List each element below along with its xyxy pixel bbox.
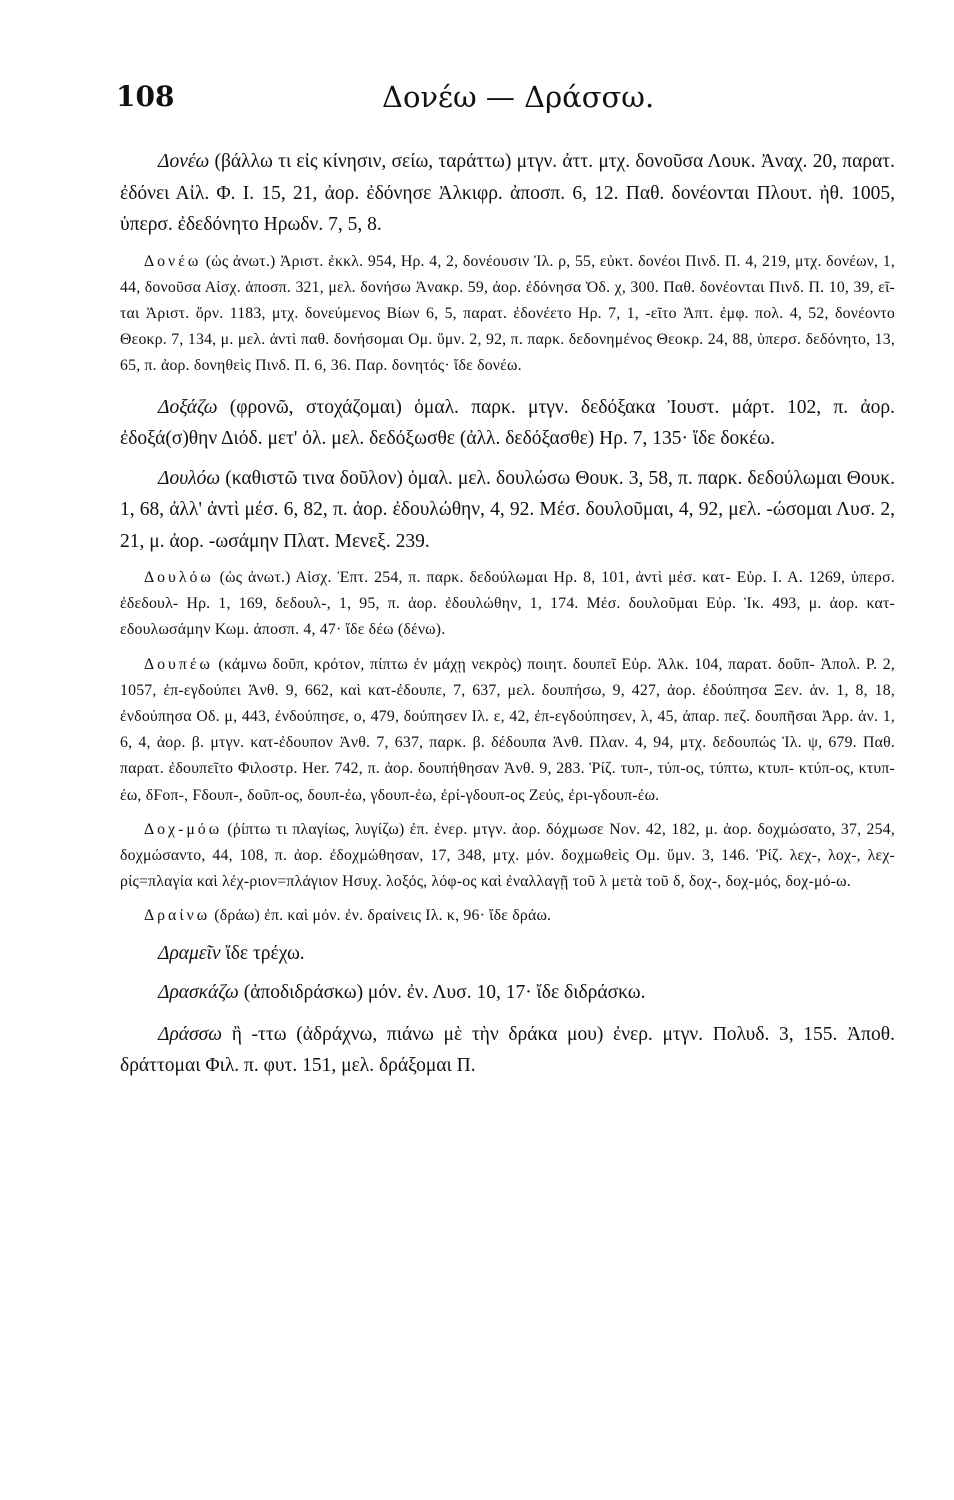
entry-lemma: Δονέω: [158, 151, 210, 172]
entry-text: (δράω) ἐπ. καὶ μόν. ἐν. δραίνεις Ιλ. κ, 96· ἴδε δράω.: [210, 907, 552, 925]
dictionary-page: [116, 72, 895, 1472]
entry-draino: [120, 903, 895, 929]
entry-drasso: [120, 1019, 895, 1082]
page-number: 108: [116, 80, 175, 113]
entry-lemma: Δουλόω: [158, 467, 221, 489]
entry-text: (ὡς ἀνωτ.) Αἰσχ. Ἑπτ. 254, π. παρκ. δεδούλωμαι Ηρ. 8, 101, ἀντὶ μέσ. κατ- Εὐρ. Ι. Α. 1269, ὑπερσ. ἐδεδουλ- Ηρ. 1, 169, δεδουλ-, 1, 95, π. ἀορ. ἐδουλώθην, 1, 174. Μέσ. δουλοῦμαι Εὐρ. Ἱκ. 493, μ. ἀορ. κατ-εδουλωσάμην Κωμ. ἀποσπ. 4, 47· ἴδε δέω (δένω).: [120, 569, 895, 639]
entry-doxazo: [120, 392, 895, 455]
entry-dramein: [120, 938, 895, 970]
entry-text: ἢ -ττω (ἀδράχνω, πιάνω μὲ τὴν δράκα μου) ἐνερ. μτγν. Πολυδ. 3, 155. Ἀποθ. δράττομαι Φιλ. π. φυτ. 151, μελ. δράξομαι Π.: [120, 1023, 895, 1077]
entry-lemma: Δοχ-μόω: [144, 820, 223, 838]
entry-doneo: [120, 146, 895, 241]
entry-text: (φρονῶ, στοχάζομαι) ὁμαλ. παρκ. μτγν. δεδόξακα Ἰουστ. μάρτ. 102, π. ἀορ. ἐδοξά(σ)θην Διόδ. μετ' ὀλ. μελ. δεδόξωσθε (ἀλλ. δεδόξασθε) Ηρ. 7, 135· ἴδε δοκέω.: [120, 396, 895, 450]
entry-lemma: Δουπέω: [144, 655, 213, 673]
entry-lemma: Δουλόω: [144, 569, 214, 587]
entry-douloo: [120, 463, 895, 558]
entry-dochmoo: [120, 817, 895, 896]
entry-lemma: Δονέω: [144, 252, 202, 270]
entry-lemma: Δρασκάζω: [158, 982, 239, 1004]
entry-draskazo: [120, 977, 895, 1009]
entry-text: (ὡς ἀνωτ.) Ἀριστ. ἐκκλ. 954, Ηρ. 4, 2, δονέουσιν Ἰλ. ρ, 55, εὐκτ. δονέοι Πινδ. Π. 4, 219, μτχ. δονέων, 1, 44, δονοῦσα Αἰσχ. ἀποσπ. 321, μελ. δονήσω Ἀνακρ. 59, ἀορ. ἐδόνησα Ὀδ. χ, 300. Παθ. δονέονται Πινδ. Π. 10, 39, εῖ-ται Ἀριστ. ὄρν. 1183, μτχ. δονεύμενος Βίων 6, 5, παρατ. ἐδονέετο Ηρ. 7, 1, -εῖτο Ἀπτ. ἐμφ. πολ. 4, 52, δονέοντο Θεοκρ. 7, 134, μ. μελ. ἀντὶ παθ. δονήσομαι Ομ. ὕμν. 2, 92, π. παρκ. δεδονημένος Θεοκρ. 24, 88, ὑπερσ. δεδόνητο, 13, 65, π. ἀορ. δονηθεὶς Πινδ. Π. 6, 36. Παρ. δονητός· ἴδε δονέω.: [120, 252, 895, 375]
entry-text: (ῥίπτω τι πλαγίως, λυγίζω) ἐπ. ἐνερ. μτγν. ἀορ. δόχμωσε Νον. 42, 182, μ. ἀορ. δοχμώσατο, 37, 254, δοχμώσαντο, 44, 108, π. ἀορ. ἐδοχμώθησαν, 17, 348, μτχ. μόν. δοχμωθεὶς Ομ. ὕμν. 3, 146. Ῥίζ. λεχ-, λοχ-, λεχ-ρίς=πλαγία καὶ λέχ-ριον=πλάγιον Ησυχ. λοξός, λόφ-ος καὶ ἐναλλαγῇ τοῦ λ μετὰ τοῦ δ, δοχ-, δοχ-μός, δοχ-μό-ω.: [120, 820, 895, 891]
page-header: [116, 72, 895, 124]
entry-text: ἴδε τρέχω.: [220, 942, 305, 964]
entry-doneo-poetic: [120, 249, 895, 380]
entry-lemma: Δράσσω: [158, 1023, 223, 1045]
entry-text: (ἀποδιδράσκω) μόν. ἐν. Λυσ. 10, 17· ἴδε διδράσκω.: [238, 982, 646, 1004]
entry-text: (κάμνω δοῦπ, κρότον, πίπτω ἐν μάχῃ νεκρὸς) ποιητ. δουπεῖ Εὐρ. Ἀλκ. 104, παρατ. δοῦπ- Ἀπολ. Ρ. 2, 1057, ἐπ-εγδούπει Ἀνθ. 9, 662, καὶ κατ-ἐδουπε, 7, 637, μελ. δουπήσω, 9, 427, ἀορ. ἐδούπησα Ξεν. ἀν. 1, 8, 18, ἐνδούπησα Οδ. μ, 443, ἐνδούπησε, ο, 479, δούπησεν Ιλ. ε, 42, ἐπ-εγδούπησεν, λ, 45, ἀπαρ. πεζ. δουπῆσαι Ἀρρ. ἀν. 1, 6, 4, ἀορ. β. μτγν. κατ-ἐδουπον Ἀνθ. 7, 637, παρκ. β. δέδουπα Ἀνθ. Πλαν. 4, 94, μτχ. δεδουπώς Ἰλ. ψ, 679. Παθ. παρατ. ἐδουπεῖτο Φιλοστρ. Her. 742, π. ἀορ. δουπήθησαν Ἀνθ. 9, 283. Ῥίζ. τυπ-, τύπ-ος, τύπτω, κτυπ- κτύπ-ος, κτυπ-έω, δϜοπ-, Ϝδουπ-, δοῦπ-ος, δουπ-έω, γδουπ-έω, ἐρί-γδουπ-ος Ζεύς, ἐρι-γδουπ-έω.: [120, 655, 895, 804]
entry-lemma: Δραμεῖν: [158, 942, 221, 964]
entry-lemma: Δραίνω: [144, 907, 211, 925]
running-head: Δονέω — Δράσσω.: [382, 80, 655, 114]
entry-text: (καθιστῶ τινα δοῦλον) ὁμαλ. μελ. δουλώσω Θουκ. 3, 58, π. παρκ. δεδούλωμαι Θουκ. 1, 68, ἀλλ' ἀντὶ μέσ. 6, 82, π. ἀορ. ἐδουλώθην, 4, 92. Μέσ. δουλοῦμαι, 4, 92, μελ. -ώσομαι Λυσ. 2, 21, μ. ἀορ. -ωσάμην Πλατ. Μενεξ. 239.: [120, 467, 895, 552]
entry-text: (βάλλω τι εἰς κίνησιν, σείω, ταράττω) μτγν. ἀττ. μτχ. δονοῦσα Λουκ. Ἀναχ. 20, παρατ. ἐδόνει Αἰλ. Φ. Ι. 15, 21, ἀορ. ἐδόνησε Ἀλκιφρ. ἀποσπ. 6, 12. Παθ. δονέονται Πλουτ. ἠθ. 1005, ὑπερσ. ἐδεδόνητο Ηρωδν. 7, 5, 8.: [120, 151, 895, 235]
entry-douloo-poetic: [120, 565, 895, 644]
entry-lemma: Δοξάζω: [158, 396, 218, 418]
entry-doupeo: [120, 652, 895, 809]
